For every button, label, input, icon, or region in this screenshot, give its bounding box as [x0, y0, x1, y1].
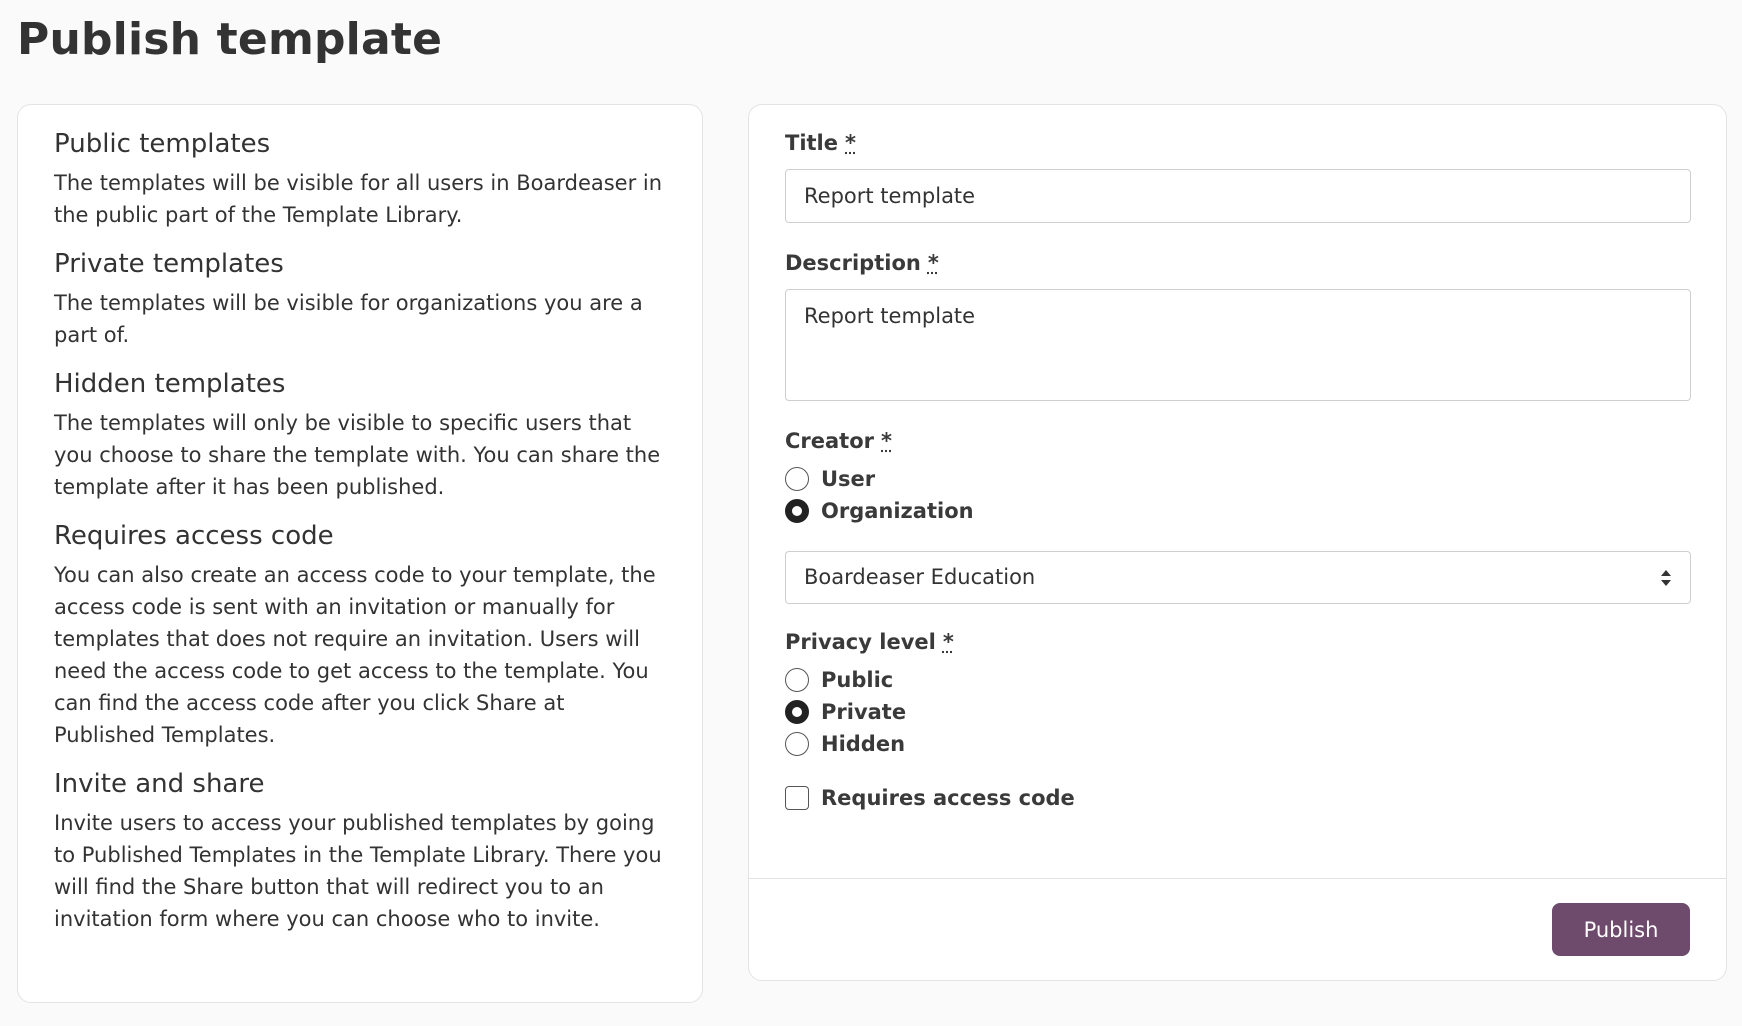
form-footer — [749, 878, 1726, 980]
info-text: The templates will be visible for organizations you are a part of. — [54, 291, 643, 347]
privacy-label-text: Privacy level — [785, 630, 936, 654]
publish-form — [748, 104, 1727, 981]
organization-select[interactable] — [785, 551, 1691, 604]
required-marker: * — [845, 131, 856, 155]
info-heading: Hidden templates — [54, 369, 286, 399]
info-section-public — [54, 129, 666, 231]
info-heading: Invite and share — [54, 769, 265, 799]
creator-label-text: Creator — [785, 429, 875, 453]
select-arrows-icon — [1660, 568, 1672, 588]
required-marker: * — [881, 429, 892, 453]
description-label-text: Description — [785, 251, 921, 275]
access-code-checkbox[interactable] — [785, 786, 809, 810]
radio-hidden[interactable] — [785, 732, 809, 756]
info-section-private — [54, 249, 666, 351]
radio-label: Organization — [821, 499, 974, 523]
radio-label: User — [821, 467, 876, 491]
info-heading: Private templates — [54, 249, 284, 279]
radio-public[interactable] — [785, 668, 809, 692]
info-panel — [17, 104, 703, 1003]
title-label — [785, 131, 1690, 155]
info-text: The templates will be visible for all users in Boardeaser in the public part of the Template Library. — [54, 171, 663, 227]
description-textarea[interactable]: Report template — [785, 289, 1691, 401]
info-text: The templates will only be visible to specific users that you choose to share the template with. You can share the template after it has been published. — [54, 411, 661, 499]
info-section-access-code — [54, 521, 666, 751]
privacy-label — [785, 630, 1690, 654]
description-label — [785, 251, 1690, 275]
creator-option-user[interactable] — [785, 463, 1690, 495]
privacy-option-private[interactable] — [785, 696, 1690, 728]
organization-select-value: Boardeaser Education — [804, 565, 1036, 589]
radio-label: Public — [821, 668, 894, 692]
page-title: Publish template — [17, 14, 443, 65]
radio-user[interactable] — [785, 467, 809, 491]
privacy-option-hidden[interactable] — [785, 728, 1690, 760]
required-marker: * — [927, 251, 939, 275]
creator-label — [785, 429, 1690, 453]
radio-label: Private — [821, 700, 907, 724]
publish-button[interactable]: Publish — [1552, 903, 1690, 956]
radio-private[interactable] — [785, 700, 809, 724]
info-heading: Public templates — [54, 129, 271, 159]
title-input[interactable]: Report template — [785, 169, 1691, 223]
info-section-hidden — [54, 369, 666, 503]
required-marker: * — [942, 630, 954, 654]
access-code-option[interactable] — [785, 782, 1690, 814]
radio-organization[interactable] — [785, 499, 809, 523]
info-heading: Requires access code — [54, 521, 334, 551]
title-label-text: Title — [785, 131, 839, 155]
radio-label: Hidden — [821, 732, 906, 756]
privacy-option-public[interactable] — [785, 664, 1690, 696]
creator-option-organization[interactable] — [785, 495, 1690, 527]
checkbox-label: Requires access code — [821, 786, 1075, 810]
info-text: Invite users to access your published templates by going to Published Templates in the Template Library. There you will find the Share button that will redirect you to an invitation form where you can choose who to invite. — [54, 811, 662, 931]
info-text: You can also create an access code to your template, the access code is sent with an invitation or manually for templates that does not require an invitation. Users will need the access code to get access to the template. You can find the access code after you click Share at Published Templates. — [54, 563, 656, 747]
info-section-invite — [54, 769, 666, 935]
